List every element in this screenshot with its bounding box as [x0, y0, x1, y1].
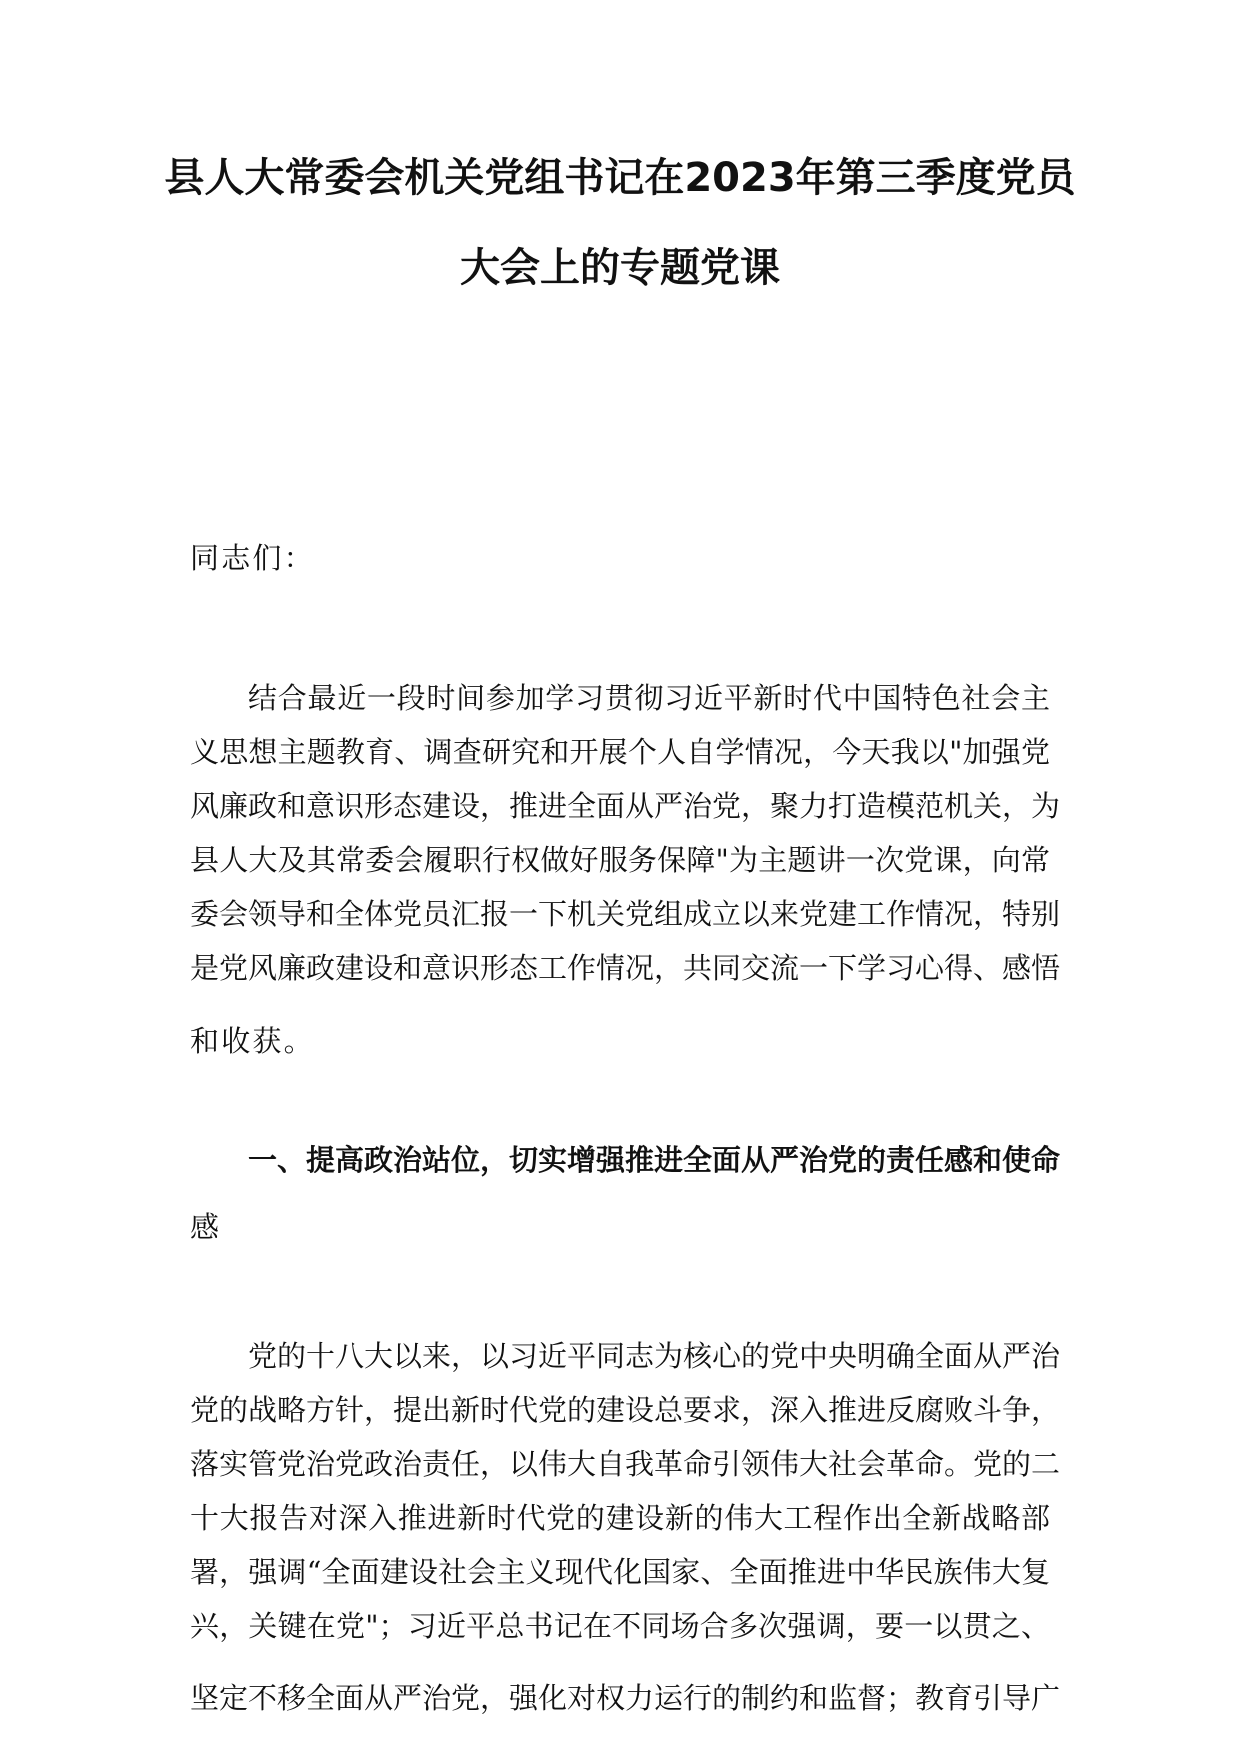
- paragraph-2-line: 党的战略方针，提出新时代党的建设总要求，深入推进反腐败斗争，: [190, 1393, 1061, 1427]
- paragraph-2-line: 兴，关键在党"；习近平总书记在不同场合多次强调，要一以贯之、: [190, 1609, 1050, 1643]
- paragraph-1-line: 是党风廉政建设和意识形态工作情况，共同交流一下学习心得、感悟: [190, 951, 1061, 985]
- paragraph-1-line: 结合最近一段时间参加学习贯彻习近平新时代中国特色社会主: [248, 681, 1050, 715]
- paragraph-1-line: 和收获。: [190, 1024, 315, 1058]
- paragraph-2-line: 落实管党治党政治责任，以伟大自我革命引领伟大社会革命。党的二: [190, 1447, 1061, 1481]
- paragraph-2-line: 十大报告对深入推进新时代党的建设新的伟大工程作出全新战略部: [190, 1501, 1050, 1535]
- section-1-heading-line: 一、提高政治站位，切实增强推进全面从严治党的责任感和使命: [248, 1143, 1061, 1177]
- paragraph-1-line: 义思想主题教育、调查研究和开展个人自学情况，今天我以"加强党: [190, 735, 1050, 769]
- document-title-line-2: 大会上的专题党课: [460, 245, 780, 291]
- paragraph-2-line: 坚定不移全面从严治党，强化对权力运行的制约和监督；教育引导广: [190, 1681, 1061, 1715]
- section-1-heading-line: 感: [190, 1210, 222, 1244]
- paragraph-2-line: 党的十八大以来，以习近平同志为核心的党中央明确全面从严治: [248, 1339, 1061, 1373]
- document-title-line-1: 县人大常委会机关党组书记在2023年第三季度党员: [164, 155, 1076, 201]
- paragraph-2-line: 署，强调“全面建设社会主义现代化国家、全面推进中华民族伟大复: [190, 1555, 1050, 1589]
- paragraph-1-line: 委会领导和全体党员汇报一下机关党组成立以来党建工作情况，特别: [190, 897, 1061, 931]
- paragraph-1-line: 风廉政和意识形态建设，推进全面从严治党，聚力打造模范机关，为: [190, 789, 1061, 823]
- paragraph-1-line: 县人大及其常委会履职行权做好服务保障"为主题讲一次党课，向常: [190, 843, 1050, 877]
- salutation: 同志们：: [190, 541, 315, 575]
